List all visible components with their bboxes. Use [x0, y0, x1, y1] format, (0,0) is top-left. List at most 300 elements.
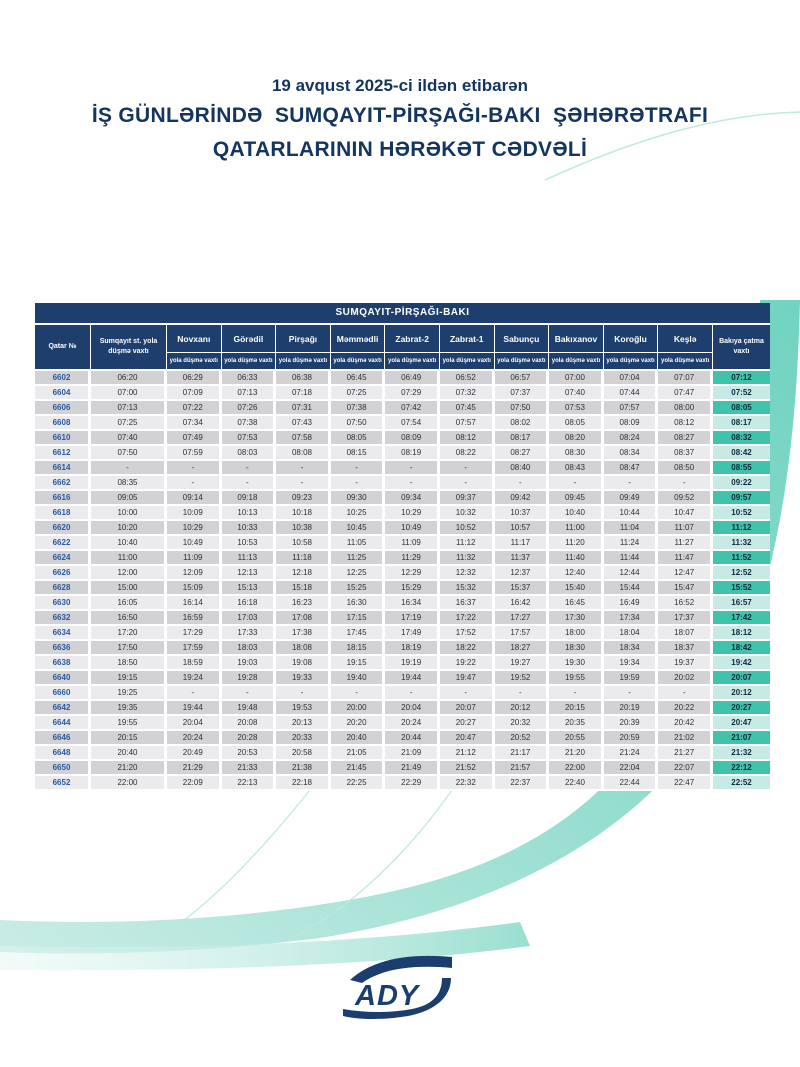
station-sublabel: yola düşmə vaxtı — [385, 352, 439, 369]
time-cell: 20:00 — [331, 701, 386, 716]
time-cell: 12:13 — [222, 566, 277, 581]
time-cell: 20:27 — [440, 716, 495, 731]
table-row — [35, 551, 770, 566]
time-cell: 20:07 — [440, 701, 495, 716]
time-cell: 06:57 — [495, 371, 550, 386]
arrival-time-cell: 16:57 — [713, 596, 770, 611]
time-cell: 19:15 — [91, 671, 167, 686]
time-cell: 21:09 — [385, 746, 440, 761]
time-cell: 07:00 — [549, 371, 604, 386]
table-row — [35, 446, 770, 461]
time-cell: 07:34 — [167, 416, 222, 431]
time-cell: 06:49 — [385, 371, 440, 386]
time-cell: 12:18 — [276, 566, 331, 581]
time-cell: 15:25 — [331, 581, 386, 596]
station-column-header-7 — [495, 325, 550, 371]
train-number-cell: 6636 — [35, 641, 91, 656]
arrival-time-cell: 08:17 — [713, 416, 770, 431]
time-cell: 20:04 — [167, 716, 222, 731]
time-cell: 18:50 — [91, 656, 167, 671]
time-cell: 16:30 — [331, 596, 386, 611]
time-cell: 08:35 — [91, 476, 167, 491]
time-cell: 20:04 — [385, 701, 440, 716]
time-cell: 08:50 — [658, 461, 713, 476]
time-cell: 07:25 — [331, 386, 386, 401]
time-cell: 08:09 — [385, 431, 440, 446]
table-row — [35, 626, 770, 641]
table-row — [35, 476, 770, 491]
time-cell: 09:37 — [440, 491, 495, 506]
time-cell: 11:17 — [495, 536, 550, 551]
train-number-cell: 6650 — [35, 761, 91, 776]
time-cell: 20:47 — [440, 731, 495, 746]
time-cell: 19:35 — [91, 701, 167, 716]
time-cell: 08:12 — [658, 416, 713, 431]
train-number-cell: 6614 — [35, 461, 91, 476]
time-cell: 10:29 — [385, 506, 440, 521]
train-number-cell: 6612 — [35, 446, 91, 461]
time-cell: 10:44 — [604, 506, 659, 521]
time-cell: 07:26 — [222, 401, 277, 416]
station-name: Keşlə — [673, 333, 697, 344]
time-cell: 10:40 — [549, 506, 604, 521]
time-cell: - — [658, 476, 713, 491]
time-cell: 15:40 — [549, 581, 604, 596]
time-cell: - — [604, 686, 659, 701]
time-cell: 06:33 — [222, 371, 277, 386]
station-name: Zabrat-1 — [449, 333, 484, 344]
time-cell: 19:19 — [385, 656, 440, 671]
station-sublabel: yola düşmə vaxtı — [495, 352, 549, 369]
station-name: Pirşağı — [288, 333, 318, 344]
time-cell: 12:44 — [604, 566, 659, 581]
time-cell: 17:38 — [276, 626, 331, 641]
time-cell: 09:49 — [604, 491, 659, 506]
time-cell: 16:42 — [495, 596, 550, 611]
time-cell: 16:34 — [385, 596, 440, 611]
time-cell: 17:59 — [167, 641, 222, 656]
time-cell: 19:37 — [658, 656, 713, 671]
time-cell: 12:00 — [91, 566, 167, 581]
train-column-header: Qatar № — [35, 325, 91, 371]
arrival-time-cell: 20:07 — [713, 671, 770, 686]
time-cell: 16:18 — [222, 596, 277, 611]
time-cell: 16:52 — [658, 596, 713, 611]
time-cell: 17:37 — [658, 611, 713, 626]
time-cell: 10:38 — [276, 521, 331, 536]
time-cell: 08:40 — [495, 461, 550, 476]
time-cell: 11:12 — [440, 536, 495, 551]
train-number-cell: 6608 — [35, 416, 91, 431]
time-cell: 21:38 — [276, 761, 331, 776]
arrival-time-cell: 09:57 — [713, 491, 770, 506]
time-cell: 10:09 — [167, 506, 222, 521]
time-cell: 07:22 — [167, 401, 222, 416]
time-cell: 11:07 — [658, 521, 713, 536]
train-number-cell: 6638 — [35, 656, 91, 671]
time-cell: 10:18 — [276, 506, 331, 521]
time-cell: 22:07 — [658, 761, 713, 776]
time-cell: 07:40 — [549, 386, 604, 401]
train-number-cell: 6632 — [35, 611, 91, 626]
time-cell: 20:39 — [604, 716, 659, 731]
time-cell: 20:44 — [385, 731, 440, 746]
time-cell: 15:00 — [91, 581, 167, 596]
time-cell: 18:34 — [604, 641, 659, 656]
time-cell: 06:45 — [331, 371, 386, 386]
time-cell: 12:29 — [385, 566, 440, 581]
time-cell: 10:32 — [440, 506, 495, 521]
arrival-time-cell: 10:52 — [713, 506, 770, 521]
time-cell: 06:52 — [440, 371, 495, 386]
station-sublabel: yola düşmə vaxtı — [276, 352, 330, 369]
table-row — [35, 371, 770, 386]
station-column-header-1 — [167, 325, 222, 371]
time-cell: 09:45 — [549, 491, 604, 506]
train-number-cell: 6628 — [35, 581, 91, 596]
time-cell: 11:32 — [440, 551, 495, 566]
station-sublabel: yola düşmə vaxtı — [222, 352, 276, 369]
time-cell: 08:34 — [604, 446, 659, 461]
arrival-time-cell: 08:05 — [713, 401, 770, 416]
time-cell: 18:22 — [440, 641, 495, 656]
time-cell: 19:03 — [222, 656, 277, 671]
time-cell: 20:35 — [549, 716, 604, 731]
time-cell: 10:00 — [91, 506, 167, 521]
ady-logo-top-swoosh — [350, 956, 452, 983]
arrival-time-cell: 18:42 — [713, 641, 770, 656]
time-cell: 07:40 — [91, 431, 167, 446]
time-cell: 18:30 — [549, 641, 604, 656]
time-cell: 22:40 — [549, 776, 604, 791]
time-cell: 08:17 — [495, 431, 550, 446]
time-cell: 22:00 — [91, 776, 167, 791]
time-cell: 16:45 — [549, 596, 604, 611]
station-column-header-3 — [276, 325, 331, 371]
time-cell: 20:13 — [276, 716, 331, 731]
time-cell: 08:19 — [385, 446, 440, 461]
time-cell: 19:28 — [222, 671, 277, 686]
train-number-cell: 6618 — [35, 506, 91, 521]
time-cell: 19:47 — [440, 671, 495, 686]
time-cell: 11:47 — [658, 551, 713, 566]
time-cell: 20:49 — [167, 746, 222, 761]
time-cell: 20:28 — [222, 731, 277, 746]
table-row — [35, 536, 770, 551]
time-cell: 07:04 — [604, 371, 659, 386]
time-cell: 08:00 — [658, 401, 713, 416]
time-cell: 17:45 — [331, 626, 386, 641]
time-cell: 07:13 — [222, 386, 277, 401]
station-sublabel: yola düşmə vaxtı — [331, 352, 385, 369]
train-number-cell: 6606 — [35, 401, 91, 416]
station-sublabel: yola düşmə vaxtı — [167, 352, 221, 369]
table-row — [35, 686, 770, 701]
time-cell: 10:58 — [276, 536, 331, 551]
time-cell: 08:30 — [549, 446, 604, 461]
time-cell: - — [549, 476, 604, 491]
time-cell: 20:15 — [91, 731, 167, 746]
time-cell: 19:33 — [276, 671, 331, 686]
table-row — [35, 461, 770, 476]
time-cell: 07:42 — [385, 401, 440, 416]
time-cell: 20:53 — [222, 746, 277, 761]
time-cell: 07:13 — [91, 401, 167, 416]
time-cell: 15:09 — [167, 581, 222, 596]
time-cell: 08:12 — [440, 431, 495, 446]
train-number-cell: 6646 — [35, 731, 91, 746]
arrival-time-cell: 08:32 — [713, 431, 770, 446]
station-name: Bakıxanov — [554, 333, 598, 344]
time-cell: 21:49 — [385, 761, 440, 776]
station-column-header-9 — [604, 325, 659, 371]
time-cell: - — [222, 461, 277, 476]
table-row — [35, 731, 770, 746]
time-cell: 09:23 — [276, 491, 331, 506]
time-cell: - — [385, 686, 440, 701]
time-cell: 07:53 — [549, 401, 604, 416]
table-row — [35, 596, 770, 611]
station-name: Zabrat-2 — [395, 333, 429, 344]
time-cell: - — [167, 476, 222, 491]
time-cell: 09:34 — [385, 491, 440, 506]
time-cell: 19:34 — [604, 656, 659, 671]
time-cell: 22:04 — [604, 761, 659, 776]
time-cell: 19:55 — [549, 671, 604, 686]
time-cell: 10:52 — [440, 521, 495, 536]
table-row — [35, 581, 770, 596]
time-cell: 16:59 — [167, 611, 222, 626]
time-cell: 17:52 — [440, 626, 495, 641]
time-cell: 19:24 — [167, 671, 222, 686]
time-cell: 07:07 — [658, 371, 713, 386]
station-column-header-4 — [331, 325, 386, 371]
table-row — [35, 656, 770, 671]
time-cell: 15:47 — [658, 581, 713, 596]
ady-logo-text: ADY — [355, 980, 420, 1012]
table-row — [35, 491, 770, 506]
table-row — [35, 431, 770, 446]
time-cell: 17:20 — [91, 626, 167, 641]
train-number-cell: 6622 — [35, 536, 91, 551]
time-cell: 19:30 — [549, 656, 604, 671]
time-cell: 12:37 — [495, 566, 550, 581]
time-cell: 07:50 — [331, 416, 386, 431]
time-cell: 19:55 — [91, 716, 167, 731]
train-number-cell: 6616 — [35, 491, 91, 506]
time-cell: 20:32 — [495, 716, 550, 731]
time-cell: - — [440, 476, 495, 491]
time-cell: 20:15 — [549, 701, 604, 716]
arrival-time-cell: 07:12 — [713, 371, 770, 386]
time-cell: 19:15 — [331, 656, 386, 671]
station-column-header-2 — [222, 325, 277, 371]
time-cell: 18:15 — [331, 641, 386, 656]
time-cell: 07:09 — [167, 386, 222, 401]
table-row — [35, 761, 770, 776]
table-header-row — [35, 325, 770, 371]
time-cell: 19:40 — [331, 671, 386, 686]
time-cell: 19:53 — [276, 701, 331, 716]
timetable-banner: SUMQAYIT-PİRŞAĞI-BAKI — [35, 303, 770, 325]
time-cell: 08:37 — [658, 446, 713, 461]
train-number-cell: 6652 — [35, 776, 91, 791]
arrival-column-header: Bakıya çatma vaxtı — [713, 325, 770, 371]
time-cell: 11:00 — [91, 551, 167, 566]
time-cell: 20:22 — [658, 701, 713, 716]
time-cell: 21:17 — [495, 746, 550, 761]
time-cell: 07:00 — [91, 386, 167, 401]
time-cell: 08:15 — [331, 446, 386, 461]
time-cell: 17:57 — [495, 626, 550, 641]
time-cell: 09:05 — [91, 491, 167, 506]
time-cell: 22:29 — [385, 776, 440, 791]
time-cell: 20:19 — [604, 701, 659, 716]
time-cell: 09:14 — [167, 491, 222, 506]
time-cell: 07:45 — [440, 401, 495, 416]
time-cell: 18:07 — [658, 626, 713, 641]
time-cell: 11:20 — [549, 536, 604, 551]
time-cell: 18:19 — [385, 641, 440, 656]
time-cell: 20:24 — [385, 716, 440, 731]
time-cell: 07:43 — [276, 416, 331, 431]
time-cell: 08:22 — [440, 446, 495, 461]
time-cell: 15:13 — [222, 581, 277, 596]
table-row — [35, 401, 770, 416]
time-cell: 08:47 — [604, 461, 659, 476]
time-cell: 08:09 — [604, 416, 659, 431]
table-row — [35, 611, 770, 626]
timetable-grid — [35, 325, 770, 791]
train-number-cell: 6640 — [35, 671, 91, 686]
time-cell: 21:45 — [331, 761, 386, 776]
time-cell: 20:12 — [495, 701, 550, 716]
title-route-line: İŞ GÜNLƏRİNDƏ SUMQAYIT-PİRŞAĞI-BAKI ŞƏHƏRƏTRAFI — [91, 104, 709, 127]
ady-logo — [338, 948, 462, 1028]
time-cell: 18:27 — [495, 641, 550, 656]
time-cell: 20:08 — [222, 716, 277, 731]
time-cell: - — [222, 476, 277, 491]
time-cell: - — [385, 461, 440, 476]
time-cell: 18:04 — [604, 626, 659, 641]
time-cell: 07:31 — [276, 401, 331, 416]
time-cell: 18:59 — [167, 656, 222, 671]
time-cell: 16:23 — [276, 596, 331, 611]
time-cell: 16:14 — [167, 596, 222, 611]
train-number-cell: 6604 — [35, 386, 91, 401]
title-effective-date: 19 avqust 2025-ci ildən etibarən — [271, 76, 529, 95]
time-cell: 19:27 — [495, 656, 550, 671]
arrival-time-cell: 15:52 — [713, 581, 770, 596]
station-name: Novxanı — [177, 333, 211, 344]
time-cell: 10:20 — [91, 521, 167, 536]
time-cell: 06:29 — [167, 371, 222, 386]
time-cell: 20:58 — [276, 746, 331, 761]
time-cell: 10:40 — [91, 536, 167, 551]
time-cell: - — [495, 686, 550, 701]
time-cell: 08:05 — [549, 416, 604, 431]
time-cell: 10:45 — [331, 521, 386, 536]
table-row — [35, 566, 770, 581]
time-cell: 11:25 — [331, 551, 386, 566]
origin-column-header: Sumqayıt st. yola düşmə vaxtı — [91, 325, 167, 371]
time-cell: 10:33 — [222, 521, 277, 536]
time-cell: 12:09 — [167, 566, 222, 581]
train-number-cell: 6620 — [35, 521, 91, 536]
time-cell: 17:08 — [276, 611, 331, 626]
time-cell: 08:05 — [331, 431, 386, 446]
time-cell: 07:44 — [604, 386, 659, 401]
arrival-time-cell: 20:47 — [713, 716, 770, 731]
time-cell: 21:57 — [495, 761, 550, 776]
time-cell: 20:40 — [331, 731, 386, 746]
time-cell: 07:53 — [222, 431, 277, 446]
time-cell: 10:53 — [222, 536, 277, 551]
arrival-time-cell: 07:52 — [713, 386, 770, 401]
station-sublabel: yola düşmə vaxtı — [549, 352, 603, 369]
time-cell: 21:27 — [658, 746, 713, 761]
station-name: Görədil — [233, 333, 264, 344]
time-cell: 21:12 — [440, 746, 495, 761]
time-cell: 18:03 — [222, 641, 277, 656]
time-cell: 20:42 — [658, 716, 713, 731]
time-cell: 17:50 — [91, 641, 167, 656]
train-number-cell: 6630 — [35, 596, 91, 611]
station-column-header-10 — [658, 325, 713, 371]
time-cell: 07:47 — [658, 386, 713, 401]
time-cell: 22:13 — [222, 776, 277, 791]
table-row — [35, 701, 770, 716]
time-cell: 18:37 — [658, 641, 713, 656]
time-cell: 15:37 — [495, 581, 550, 596]
station-name: Məmmədli — [336, 333, 379, 344]
time-cell: 07:38 — [331, 401, 386, 416]
table-row — [35, 776, 770, 791]
time-cell: 10:49 — [385, 521, 440, 536]
time-cell: 11:09 — [385, 536, 440, 551]
time-cell: - — [549, 686, 604, 701]
time-cell: 20:59 — [604, 731, 659, 746]
train-number-cell: 6624 — [35, 551, 91, 566]
poster-title — [0, 76, 800, 162]
time-cell: 22:47 — [658, 776, 713, 791]
time-cell: 17:33 — [222, 626, 277, 641]
time-cell: 12:32 — [440, 566, 495, 581]
time-cell: 20:20 — [331, 716, 386, 731]
time-cell: 16:50 — [91, 611, 167, 626]
time-cell: 15:44 — [604, 581, 659, 596]
time-cell: 11:27 — [658, 536, 713, 551]
time-cell: 17:22 — [440, 611, 495, 626]
train-number-cell: 6660 — [35, 686, 91, 701]
train-number-cell: 6634 — [35, 626, 91, 641]
time-cell: 19:59 — [604, 671, 659, 686]
time-cell: 07:29 — [385, 386, 440, 401]
time-cell: - — [276, 686, 331, 701]
time-cell: 08:24 — [604, 431, 659, 446]
time-cell: 17:03 — [222, 611, 277, 626]
time-cell: 19:48 — [222, 701, 277, 716]
station-column-header-6 — [440, 325, 495, 371]
arrival-time-cell: 21:32 — [713, 746, 770, 761]
time-cell: 07:59 — [167, 446, 222, 461]
time-cell: 11:29 — [385, 551, 440, 566]
time-cell: 20:33 — [276, 731, 331, 746]
time-cell: 11:44 — [604, 551, 659, 566]
time-cell: 08:20 — [549, 431, 604, 446]
arrival-time-cell: 20:27 — [713, 701, 770, 716]
timetable — [35, 303, 770, 791]
